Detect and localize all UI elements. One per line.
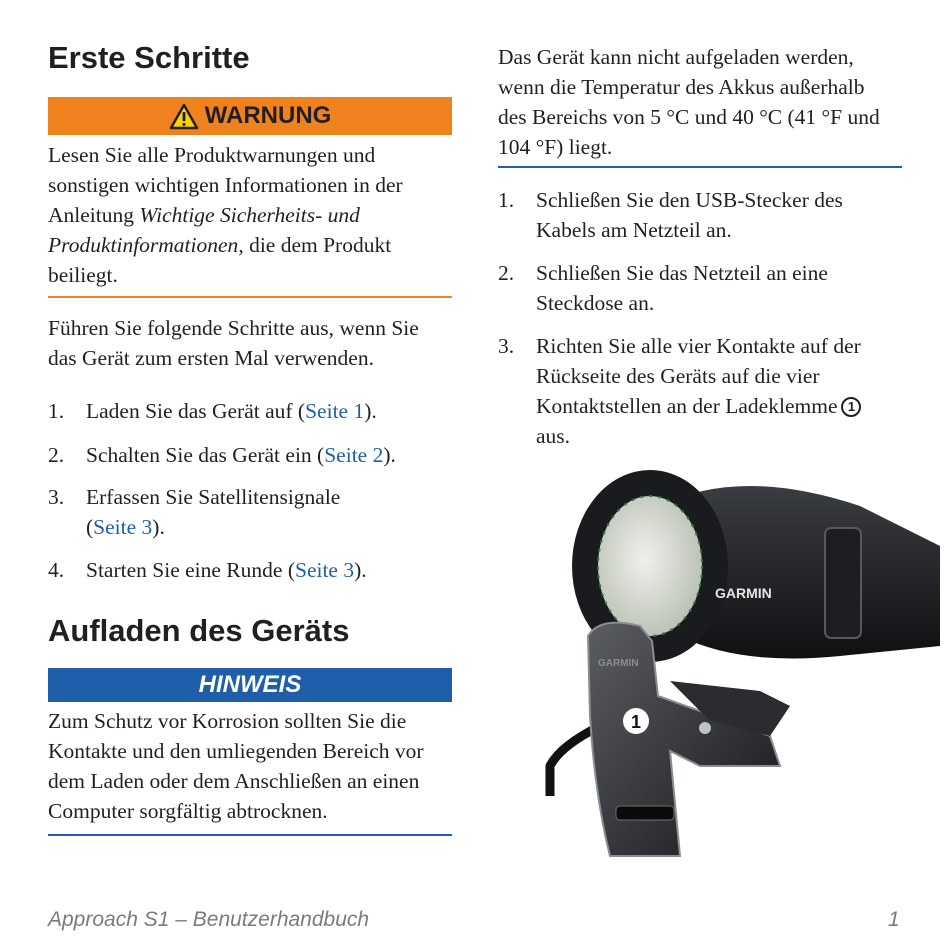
heading-erste-schritte: Erste Schritte: [48, 40, 250, 75]
device-brand-text: GARMIN: [715, 585, 772, 601]
heading-aufladen: Aufladen des Geräts: [48, 613, 350, 648]
warning-label: WARNUNG: [204, 102, 332, 129]
clip-brand-text: GARMIN: [598, 658, 639, 669]
left-step-1: 1. Laden Sie das Gerät auf (Seite 1).: [48, 399, 377, 423]
notice-banner: [48, 668, 452, 702]
callout-marker: 1: [841, 397, 861, 417]
right-step-2: 2. Schließen Sie das Netzteil an eine Steckdose an.: [498, 261, 828, 315]
link-seite-2[interactable]: Seite 2: [324, 443, 384, 467]
link-seite-1[interactable]: Seite 1: [305, 399, 365, 423]
notice-text: Zum Schutz vor Korrosion sollten Sie die Kontakte und den umliegenden Bereich vor dem Laden oder dem Anschließen an einen Computer sorgfältig abtrocknen.: [48, 709, 424, 823]
note-divider: [498, 166, 902, 168]
left-step-2: 2. Schalten Sie das Gerät ein (Seite 2).: [48, 443, 396, 467]
warning-text: Lesen Sie alle Produktwarnungen und sonstigen wichtigen Informationen in der Anleitung Wichtige Sicherheits- und Produktinformationen, die dem Produkt beiliegt.: [48, 143, 403, 287]
figure-callout-number: 1: [630, 712, 642, 732]
safety-doc-title: Wichtige Sicherheits- und Produktinformationen: [48, 203, 360, 257]
left-step-4: 4. Starten Sie eine Runde (Seite 3).: [48, 558, 367, 582]
band-loop: [825, 528, 861, 638]
right-step-3: 3. Richten Sie alle vier Kontakte auf der Rückseite des Geräts auf die vier Kontaktstellen an der Ladeklemme 1 aus.: [498, 334, 861, 448]
left-step-3: 3. Erfassen Sie Satellitensignale (Seite 3).: [48, 485, 341, 539]
clip-slot: [616, 806, 674, 820]
charging-clip-illustration: [540, 466, 940, 866]
notice-divider: [48, 834, 452, 836]
page-number: 1: [888, 908, 900, 931]
temperature-note: Das Gerät kann nicht aufgeladen werden, wenn die Temperatur des Akkus außerhalb des Bereichs von 5 °C und 40 °C (41 °F und 104 °F) liegt.: [498, 45, 880, 159]
notice-label: HINWEIS: [198, 671, 302, 698]
link-seite-3[interactable]: Seite 3: [93, 515, 153, 539]
footer-title: Approach S1 – Benutzerhandbuch: [48, 908, 370, 931]
warning-banner: [48, 97, 452, 135]
warning-divider: [48, 296, 452, 298]
right-step-1: 1. Schließen Sie den USB-Stecker des Kabels am Netzteil an.: [498, 188, 843, 242]
watch-screen: [598, 496, 702, 636]
warning-triangle-icon: [169, 103, 199, 130]
intro-paragraph: Führen Sie folgende Schritte aus, wenn Sie das Gerät zum ersten Mal verwenden.: [48, 316, 419, 370]
clip-pivot: [699, 722, 711, 734]
link-seite-3b[interactable]: Seite 3: [294, 558, 355, 582]
